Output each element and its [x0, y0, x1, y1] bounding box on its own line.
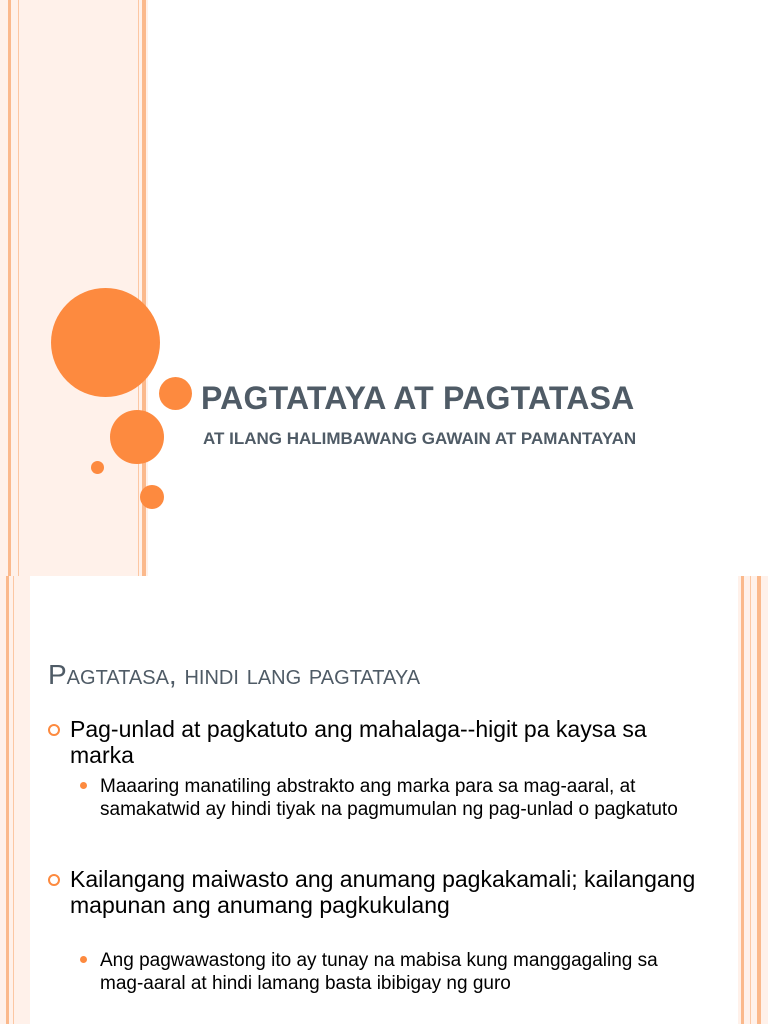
left-decorative-band — [0, 576, 30, 1024]
content-slide — [0, 576, 768, 1024]
hollow-circle-bullet-icon — [48, 874, 60, 886]
decorative-stripe — [13, 576, 14, 1024]
decorative-stripe — [8, 0, 11, 576]
decorative-stripe — [741, 576, 744, 1024]
sub-bullet-item — [80, 775, 680, 821]
medium-circle-decoration — [110, 410, 164, 464]
bullet-item — [48, 716, 708, 768]
sub-bullet-item — [80, 949, 680, 995]
bullet-text: Pag-unlad at pagkatuto ang mahalaga--higit pa kaysa sa marka — [70, 716, 647, 768]
slide-heading: Pagtatasa, hindi lang pagtataya — [48, 659, 421, 690]
hollow-circle-bullet-icon — [48, 724, 60, 736]
slide-subtitle: AT ILANG HALIMBAWANG GAWAIN AT PAMANTAYAN — [203, 429, 637, 448]
decorative-stripe — [750, 576, 751, 1024]
filled-dot-bullet-icon — [80, 956, 87, 963]
left-decorative-band — [0, 0, 148, 576]
decorative-stripe — [18, 0, 19, 576]
large-circle-decoration — [51, 288, 160, 397]
bullet-text: Kailangang maiwasto ang anumang pagkakamali; kailangang mapunan ang anumang pagkukulang — [70, 866, 696, 918]
medium-circle-decoration — [159, 377, 192, 410]
bullet-item — [48, 866, 708, 918]
decorative-stripe — [757, 576, 761, 1024]
decorative-stripe — [138, 0, 139, 576]
sub-bullet-text: Ang pagwawastong ito ay tunay na mabisa kung manggagaling sa mag-aaral at hindi lamang basta ibibigay ng guro — [100, 950, 658, 994]
sub-bullet-text: Maaaring manatiling abstrakto ang marka para sa mag-aaral, at samakatwid ay hindi tiyak na pagmumulan ng pag-unlad o pagkatuto — [100, 776, 678, 820]
small-circle-decoration — [91, 461, 104, 474]
filled-dot-bullet-icon — [80, 782, 87, 789]
slide-title: PAGTATAYA AT PAGTATASA — [201, 380, 635, 416]
small-circle-decoration — [140, 485, 164, 509]
decorative-stripe — [6, 576, 9, 1024]
